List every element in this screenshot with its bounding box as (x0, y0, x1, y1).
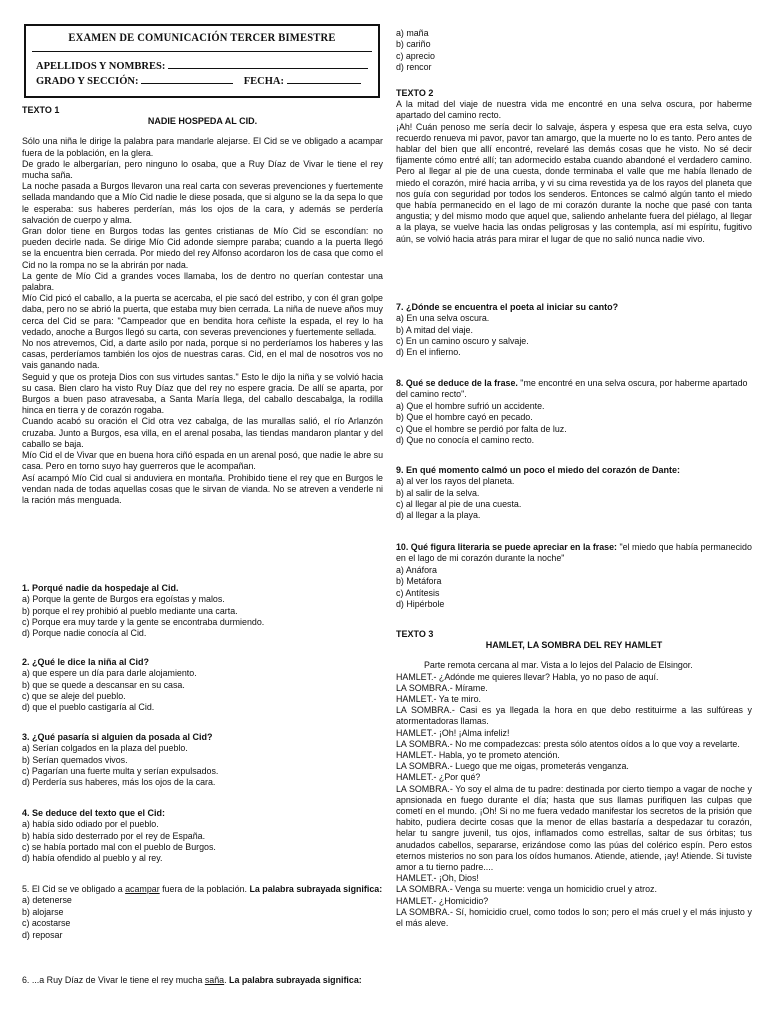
right-column (396, 0, 752, 1024)
question-6 (22, 975, 383, 986)
question-3 (22, 732, 383, 789)
option[interactable]: b) alojarse (22, 906, 64, 917)
option[interactable]: c) Porque era muy tarde y la gente se encontraba durmiendo. (22, 617, 265, 628)
question-7 (396, 302, 752, 359)
paragraph: HAMLET.- ¿Por qué? (396, 772, 481, 783)
option[interactable]: c) En un camino oscuro y salvaje. (396, 336, 529, 347)
paragraph: Sólo una niña le dirige la palabra para mandarle alejarse. El Cid se ve obligado a acampar fuera de la población, en la glera. (22, 136, 383, 158)
option[interactable]: b) Que el hombre cayó en pecado. (396, 412, 533, 423)
option[interactable]: c) se había portado mal con el pueblo de Burgos. (22, 842, 216, 853)
option[interactable]: d) Porque nadie conocía al Cid. (22, 628, 147, 639)
underlined-word: saña (204, 975, 225, 985)
question-text: 8. Qué se deduce de la frase. "me encontré en una selva oscura, por haberme apartado del camino recto". (396, 378, 748, 400)
texto3 (396, 629, 752, 929)
paragraph: HAMLET.- ¿Adónde me quieres llevar? Habla, yo no paso de aquí. (396, 671, 659, 682)
option[interactable]: a) maña (396, 28, 429, 38)
question-text: 10. Qué figura literaria se puede apreciar en la frase: "el miedo que había permanecido en el lago de mi corazón durante la noche" (396, 542, 752, 564)
option[interactable]: c) Pagarían una fuerte multa y serían expulsados. (22, 766, 219, 777)
paragraph: La noche pasada a Burgos llevaron una real carta con severas prevenciones y fuertemente sellada mandando que a Mío Cid nadie le diese posada, que si alguno se la da sepa lo que le esperaba: sus haberes perderían, más los ojos de la cara, y además se perdería salvación de cuerpo y alma. (22, 181, 383, 225)
question-9 (396, 465, 752, 522)
option[interactable]: a) En una selva oscura. (396, 313, 490, 324)
grade-label: GRADO Y SECCIÓN: (36, 76, 139, 87)
option[interactable]: c) al llegar al pie de una cuesta. (396, 499, 522, 510)
option[interactable]: d) rencor (396, 62, 432, 73)
paragraph: No nos atrevemos, Cid, a darte asilo por nada, porque si no perderíamos los haberes y las casas, perderíamos también los ojos de nuestras caras. Cid, en el mal de nosotros vos no vais ganando nada. (22, 338, 383, 371)
question-text: 1. Porqué nadie da hospedaje al Cid. (22, 583, 179, 593)
question-text: 5. El Cid se ve obligado a acampar fuera de la población. La palabra subrayada significa: (22, 884, 383, 894)
paragraph: Gran dolor tiene en Burgos todas las gentes cristianas de Mío Cid se escondían: no pueden decirle nada. Se dirige Mío Cid adonde siempre paraba; cuando a la puerta llegó se la encuentra bien cerrada. Por miedo del rey Alfonso acordaron los de casa que como el Cid no la rompa no se la abrirán por nada. (22, 226, 383, 270)
underlined-word: acampar (125, 884, 160, 894)
question-10 (396, 542, 752, 610)
exam-title: EXAMEN DE COMUNICACIÓN TERCER BIMESTRE (68, 32, 336, 44)
option[interactable]: b) que se quede a descansar en su casa. (22, 679, 185, 690)
paragraph: Parte remota cercana al mar. Vista a lo lejos del Palacio de Elsingor. (424, 660, 693, 671)
paragraph: LA SOMBRA.- Yo soy el alma de tu padre: destinada por cierto tiempo a vagar de noche y apnsionada en fuego durante el día; hasta que sus llamas purifiquen las culpas que cometí en el mundo. ¡Oh! Si no me fuera vedado manifestar los secretos de la prisión que habito, pudiera decirte cosas que la menor de ellas bastaría a despedazar tu corazón, helar tu sangre juvenil, tus ojos, inflamados como estrellas, saltar de sus órbitas; tus anudados cabellos, separarse, erizándose como las púas del colérico espín. Pero estos eternos misterios no son para los oídos humanos. Atiende, atiende, ¡ay! Atiende. Si tuviste amor a tu tierno padre.... (396, 783, 752, 873)
question-5 (22, 884, 383, 941)
option[interactable]: b) Metáfora (396, 576, 442, 587)
option[interactable]: b) A mitad del viaje. (396, 324, 473, 335)
paragraph: A la mitad del viaje de nuestra vida me encontré en una selva oscura, por haberme apartado del camino recto. (396, 99, 752, 121)
texto3-label: TEXTO 3 (396, 629, 434, 639)
paragraph: ¡Ah! Cuán penoso me sería decir lo salvaje, áspera y espesa que era esta selva, cuyo recuerdo renueva mi pavor, pavor tan amargo, que la muerte no lo es tanto. Pero antes de hablar del bien que allí encontré, revelaré las demás cosas que he visto. No sé decir fijamente cómo entré allí; tan adormecido estaba cuando abandoné el verdadero camino. Pero al llegar al pie de una cuesta, donde terminaba el valle que me había llenado de miedo el corazón, miré hacia arriba, y vi su cima revestida ya de los rayos del planeta que nos guía con seguridad por todos los senderos. Entonces se calmó algún tanto el miedo que había permanecido en el lago de mi corazón durante la noche que pasé con tanta angustia; y del mismo modo que aquel que, saliendo anhelante fuera del piélago, al llegar a la playa, se vuelve hacia las ondas peligrosas y las contempla, así mi espíritu, fugitivo aún, se volvió hacia atrás para mirar el lugar de que no salió nunca nadie vivo. (396, 121, 752, 244)
question-text: 3. ¿Qué pasaría si alguien da posada al Cid? (22, 732, 213, 742)
question-text: 4. Se deduce del texto que el Cid: (22, 808, 166, 818)
option[interactable]: c) acostarse (22, 918, 71, 929)
paragraph: LA SOMBRA.- Luego que me oigas, prometerás venganza. (396, 761, 629, 772)
option[interactable]: a) Serían colgados en la plaza del pueblo. (22, 743, 188, 754)
option[interactable]: b) Serían quemados vivos. (22, 754, 128, 765)
option[interactable]: d) al llegar a la playa. (396, 510, 481, 521)
option[interactable]: c) aprecio (396, 50, 435, 61)
texto1-label: TEXTO 1 (22, 105, 60, 115)
option[interactable]: b) cariño (396, 39, 431, 50)
texto2 (396, 88, 752, 245)
texto3-title: HAMLET, LA SOMBRA DEL REY HAMLET (485, 640, 663, 651)
option[interactable]: d) reposar (22, 929, 63, 940)
option[interactable]: a) Anáfora (396, 564, 437, 575)
option[interactable]: b) porque el rey prohibió al pueblo mediante una carta. (22, 605, 238, 616)
option[interactable]: c) que se aleje del pueblo. (22, 691, 126, 702)
paragraph: HAMLET.- ¿Homicidio? (396, 895, 489, 906)
question-1 (22, 583, 383, 640)
question-4 (22, 808, 383, 865)
option[interactable]: a) había sido odiado por el pueblo. (22, 819, 159, 830)
paragraph: Cuando acabó su oración el Cid otra vez cabalga, de las murallas salió, el río Arlanzón cruzaba. Junto a Burgos, esa villa, en el arenal posaba, las tiendas mandaron plantar y del caballo se baja. (22, 416, 383, 449)
paragraph: HAMLET.- Ya te miro. (396, 694, 481, 705)
option[interactable]: d) había ofendido al pueblo y al rey. (22, 853, 163, 864)
paragraph: Así acampó Mío Cid cual si anduviera en montaña. Prohibido tiene el rey que en Burgos le vendan nada de todas aquellas cosas que le sirvan de vianda. No se atreven a venderle ni la ración más menguada. (22, 472, 383, 505)
option[interactable]: d) Perdería sus haberes, más los ojos de la cara. (22, 777, 216, 788)
paragraph: Seguid y que os proteja Dios con sus virtudes santas." Esto le dijo la niña y se volvió hacia su casa. Bien claro ha visto Ruy Díaz que del rey no espere gracia. De allí se aparta, por Burgos a buen paso atravesaba, a Santa María llega, del caballo descabalga, la rodilla hinca en tierra y de corazón rogaba. (22, 371, 383, 416)
question-2 (22, 657, 383, 714)
date-label: FECHA: (243, 76, 284, 87)
paragraph: Mío Cid picó el caballo, a la puerta se acercaba, el pie sacó del estribo, y con él gran golpe daba, pero no se abrió la puerta, que estaba muy bien cerrada. La niña de nueve años muy cerca del Cid se para: "Campeador que en bendita hora ceñiste la espada, el rey lo ha vedado, anoche a Burgos llegó su carta, con severas prevenciones y fuertemente sellada. (22, 293, 383, 337)
question-text: 7. ¿Dónde se encuentra el poeta al iniciar su canto? (396, 302, 619, 312)
paragraph: HAMLET.- ¡Oh, Dios! (396, 873, 479, 884)
question-text: 6. ...a Ruy Díaz de Vivar le tiene el rey mucha saña. La palabra subrayada significa: (22, 975, 362, 985)
option[interactable]: d) En el infierno. (396, 347, 461, 358)
question-6-options (396, 28, 752, 74)
option[interactable]: c) Que el hombre se perdió por falta de luz. (396, 423, 567, 434)
texto1-title: NADIE HOSPEDA AL CID. (147, 116, 258, 127)
paragraph: LA SOMBRA.- Venga su muerte: venga un homicidio cruel y atroz. (396, 884, 657, 895)
option[interactable]: a) que espere un día para darle alojamiento. (22, 668, 197, 679)
question-text: 9. En qué momento calmó un poco el miedo del corazón de Dante: (396, 465, 681, 475)
names-label: APELLIDOS Y NOMBRES: (36, 61, 166, 72)
option[interactable]: d) que el pueblo castigaría al Cid. (22, 702, 155, 713)
paragraph: LA SOMBRA.- Casi es ya llegada la hora en que debo restituirme a las sulfúreas y atormentadoras llamas. (396, 705, 752, 727)
paragraph: La gente de Mío Cid a grandes voces llamaba, los de dentro no querían contestar una palabra. (22, 270, 383, 293)
option[interactable]: b) había sido desterrado por el rey de España. (22, 830, 206, 841)
paragraph: LA SOMBRA.- Sí, homicidio cruel, como todos lo son; pero el más cruel y el más injusto y el más aleve. (396, 906, 752, 929)
option[interactable]: d) Que no conocía el camino recto. (396, 435, 535, 446)
paragraph: Mío Cid el de Vivar que en buena hora ciñó espada en un arenal posó, que nadie le abre su casa. Pero en torno suyo hay guerreros que le acompañan. (22, 450, 384, 472)
option[interactable]: d) Hipérbole (396, 599, 445, 610)
texto1 (22, 105, 383, 506)
paragraph: De grado le albergarían, pero ninguno lo osaba, que a Ruy Díaz de Vivar le tiene el rey mucha saña. (22, 158, 383, 181)
option[interactable]: a) detenerse (22, 895, 72, 906)
texto2-label: TEXTO 2 (396, 88, 434, 98)
option[interactable]: a) Que el hombre sufrió un accidente. (396, 400, 545, 411)
paragraph: LA SOMBRA.- Mírame. (396, 682, 488, 693)
option[interactable]: a) al ver los rayos del planeta. (396, 476, 515, 487)
option[interactable]: c) Antítesis (396, 587, 440, 598)
question-text: 2. ¿Qué le dice la niña al Cid? (22, 657, 150, 667)
paragraph: LA SOMBRA.- No me compadezcas: presta sólo atentos oídos a lo que voy a revelarte. (396, 738, 740, 749)
option[interactable]: b) al salir de la selva. (396, 487, 480, 498)
paragraph: HAMLET.- Habla, yo te prometo atención. (396, 750, 560, 761)
left-column (22, 0, 383, 1024)
question-8 (396, 378, 752, 446)
option[interactable]: a) Porque la gente de Burgos era egoístas y malos. (22, 594, 225, 605)
paragraph: HAMLET.- ¡Oh! ¡Alma infeliz! (396, 727, 510, 738)
